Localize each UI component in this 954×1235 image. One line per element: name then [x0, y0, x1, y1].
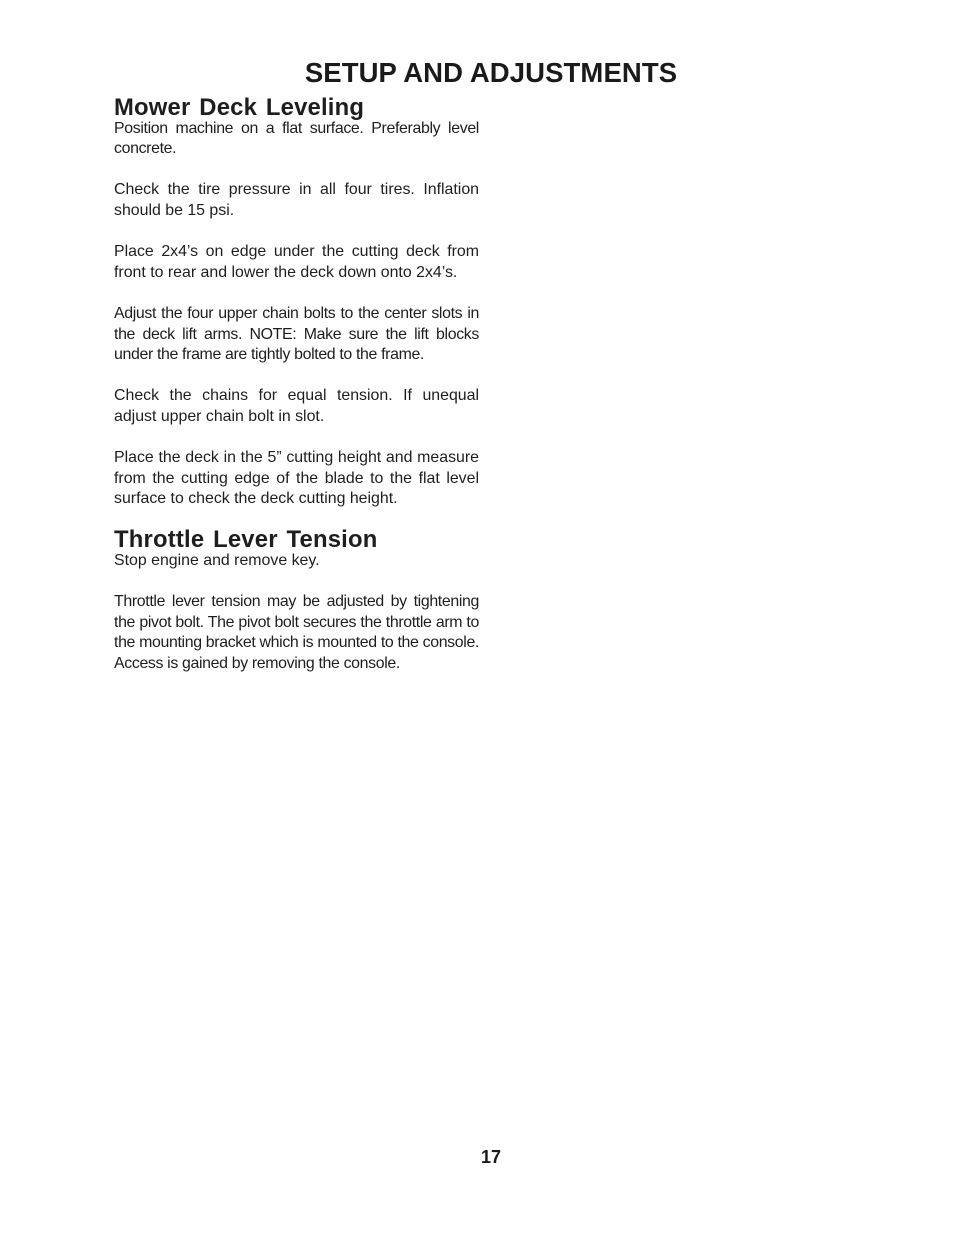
- paragraph-stop-engine: Stop engine and remove key.: [114, 552, 320, 570]
- content-column: [114, 94, 479, 695]
- paragraph-adjust-chain-bolts: Adjust the four upper chain bolts to the center slots in the deck lift arms. NOTE: Make sure the lift blocks under the frame are tightly bolted to the frame.: [114, 304, 479, 364]
- section-heading-mower-deck-leveling: Mower Deck Leveling: [114, 94, 365, 121]
- paragraph-tire-pressure: Check the tire pressure in all four tires. Inflation should be 15 psi.: [114, 181, 479, 219]
- paragraph-place-2x4s: Place 2x4’s on edge under the cutting deck from front to rear and lower the deck down onto 2x4’s.: [114, 243, 479, 281]
- paragraph-check-chains: Check the chains for equal tension. If unequal adjust upper chain bolt in slot.: [114, 387, 479, 425]
- paragraph-position-machine: Position machine on a flat surface. Preferably level concrete.: [114, 119, 479, 158]
- paragraph-cutting-height: Place the deck in the 5” cutting height and measure from the cutting edge of the blade to the flat level surface to check the deck cutting height.: [114, 449, 479, 508]
- section-heading-throttle-lever-tension: Throttle Lever Tension: [114, 526, 378, 554]
- page-number: 17: [480, 1147, 502, 1167]
- paragraph-throttle-tension: Throttle lever tension may be adjusted by tightening the pivot bolt. The pivot bolt secures the throttle arm to the mounting bracket which is mounted to the console. Access is gained by removing the console.: [114, 593, 479, 673]
- page-title: SETUP AND ADJUSTMENTS: [304, 57, 678, 88]
